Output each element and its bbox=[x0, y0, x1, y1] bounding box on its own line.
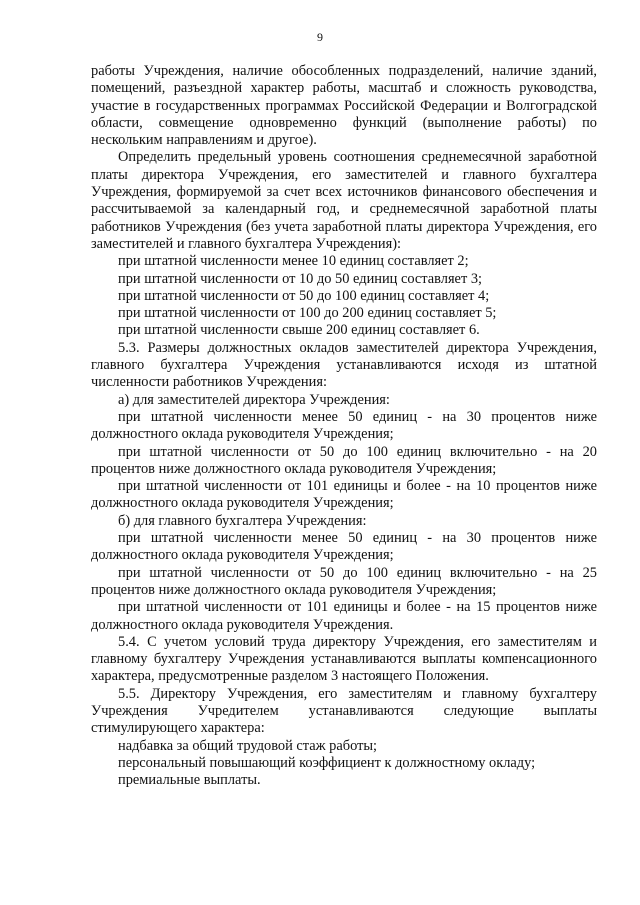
list-item: при штатной численности от 101 единицы и более - на 15 процентов ниже должностного оклада руководителя Учреждения. bbox=[91, 599, 597, 633]
page-number: 9 bbox=[317, 30, 323, 44]
list-item: при штатной численности свыше 200 единиц составляет 6. bbox=[118, 322, 480, 339]
list-item: премиальные выплаты. bbox=[118, 772, 261, 789]
list-item: при штатной численности менее 50 единиц - на 30 процентов ниже должностного оклада руководителя Учреждения; bbox=[91, 408, 597, 443]
paragraph-continuation: работы Учреждения, наличие обособленных подразделений, наличие зданий, помещений, разъездной характер работы, масштаб и сложность руководства, участие в государственных программах Российской Федерации и Волгоградской области, совмещение одновременно функций (выполнение работы) по нескольким направлениям и другое). bbox=[91, 63, 597, 149]
list-item: при штатной численности от 100 до 200 единиц составляет 5; bbox=[118, 305, 497, 322]
list-item: при штатной численности от 50 до 100 единиц включительно - на 25 процентов ниже должностного оклада руководителя Учреждения; bbox=[91, 564, 597, 598]
list-item: при штатной численности менее 10 единиц составляет 2; bbox=[118, 253, 469, 270]
list-item: а) для заместителей директора Учреждения: bbox=[118, 391, 390, 408]
paragraph-5-5: 5.5. Директору Учреждения, его заместителям и главному бухгалтеру Учреждения Учредителем устанавливаются следующие выплаты стимулирующего характера: bbox=[91, 685, 597, 737]
list-item: при штатной численности от 50 до 100 единиц включительно - на 20 процентов ниже должностного оклада руководителя Учреждения; bbox=[91, 443, 597, 477]
list-item: при штатной численности от 10 до 50 единиц составляет 3; bbox=[118, 270, 483, 287]
document-body bbox=[91, 63, 597, 789]
list-item: персональный повышающий коэффициент к должностному окладу; bbox=[118, 754, 536, 771]
list-item: при штатной численности менее 50 единиц - на 30 процентов ниже должностного оклада руководителя Учреждения; bbox=[91, 530, 597, 564]
list-item: при штатной численности от 50 до 100 единиц составляет 4; bbox=[118, 287, 490, 304]
list-item: при штатной численности от 101 единицы и более - на 10 процентов ниже должностного оклада руководителя Учреждения; bbox=[91, 478, 597, 512]
list-item: б) для главного бухгалтера Учреждения: bbox=[118, 512, 367, 529]
paragraph-5-3: 5.3. Размеры должностных окладов заместителей директора Учреждения, главного бухгалтера Учреждения устанавливаются исходя из штатной численности работников Учреждения: bbox=[91, 339, 597, 391]
list-item: надбавка за общий трудовой стаж работы; bbox=[118, 737, 378, 754]
paragraph-salary-ratio: Определить предельный уровень соотношения среднемесячной заработной платы директора Учреждения, его заместителей и главного бухгалтера Учреждения, формируемой за счет всех источников финансового обеспечения и рассчитываемой за календарный год, и среднемесячной заработной платы работников Учреждения (без учета заработной платы директора Учреждения, его заместителей и главного бухгалтера Учреждения): bbox=[91, 149, 597, 252]
paragraph-5-4: 5.4. С учетом условий труда директору Учреждения, его заместителям и главному бухгалтеру Учреждения устанавливаются выплаты компенсационного характера, предусмотренные разделом 3 настоящего Положения. bbox=[91, 633, 597, 685]
